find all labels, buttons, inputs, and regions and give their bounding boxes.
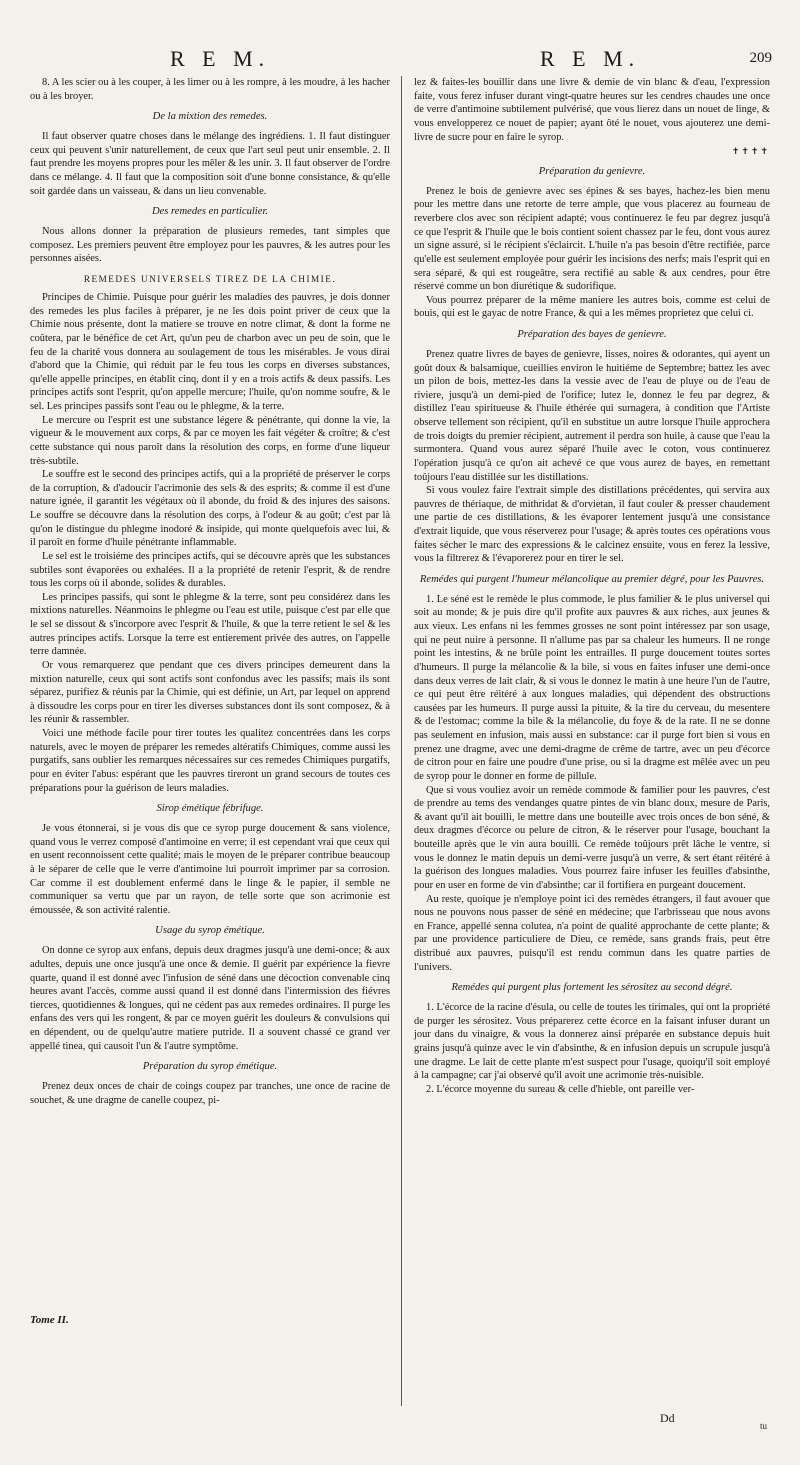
paragraph: Le mercure ou l'esprit est une substance légere & pénétrante, qui donne la vie, la vigueur & le mouvement aux corps, & par ce moyen les fait végéter & croître; & c'est cette substance qui nous paroît dans la résolution des corps, en forme d'une liqueur très-subtile.: [30, 414, 390, 467]
section-heading: REMEDES UNIVERSELS TIREZ DE LA CHIMIE.: [83, 274, 337, 284]
paragraph: Les principes passifs, qui sont le phlegme & la terre, sont peu considérez dans les mixtions naturelles. Néanmoins le phlegme ou l'eau est utile, puisque c'est par elle que le sel se dissout & s'incorpore avec l'esprit & l'huile, & que la terre retient le sel & les autres principes actifs. Lorsque la terre est entierement privée des autres, on l'appelle terre damnée.: [30, 591, 390, 658]
section-heading: Remédes qui purgent plus fortement les sérositez au second dégré.: [451, 982, 733, 994]
section-heading: Préparation du syrop émétique.: [142, 1061, 278, 1073]
paragraph: Que si vous vouliez avoir un remède commode & familier pour les pauvres, c'est de prendre au tems des vendanges quatre pintes de vin blanc doux, mesure de Paris, & avant qu'il ait bouilli, le mettre dans une bouteille avec trois onces de bon séné, & deux dragmes d'écorce ou pelure de citron, & le réserver pour l'usage, bouchant la bouteille après que le vin aura bouilli. Ce remède toûjours prêt lâche le ventre, si vous le donnez le matin depuis un demi-verre jusqu'à un verre, & sert étant réitéré à la guérison des longues maladies. Vous pourrez faire infuser les feuilles d'absinthe, pour en user en forme de vin d'absinthe; car il fortifiera en purgeant doucement.: [414, 784, 770, 891]
ornament: ✝✝✝✝: [731, 146, 770, 157]
right-column: [414, 76, 770, 1097]
paragraph: Prenez le bois de genievre avec ses épines & ses bayes, hachez-les bien menu pour les mettre dans une retorte de terre ample, que vous placerez au fourneau de reverbere clos avec son récipient adapté; vous continuerez le feu par degrez jusqu'à ce que l'esprit & l'huile que le bois contient soient chassez par le feu, dont vous aurez un signe assuré, si le récipient s'éclaircit. L'huile n'a pas besoin d'être rectifiée, parce qu'elle est seulement employée pour guérir les incisions des nerfs; mais l'esprit qui en sera séparé, & qui est rougeâtre, sera rectifié au sable & aux cendres, pour être réservé comme un bon diurétique & sudorifique.: [414, 185, 770, 293]
paragraph: Vous pourrez préparer de la même maniere les autres bois, comme est celui de bouis, qui est le gayac de notre France, & qui a les mêmes proprietez que celui ci.: [414, 294, 770, 320]
paragraph: Je vous étonnerai, si je vous dis que ce syrop purge doucement & sans violence, quand vous le verrez composé d'antimoine en verre; il est cependant vrai que ceux qui en usent reconnoissent cette qualité; mais le moyen de le préparer contribue beaucoup à le séparer de celle que le verre d'antimoine lui pourroit imprimer par sa corrosion. Car comme il est doublement enfermé dans le linge & le papier, il semble ne communiquer sa vertu que par un rayon, de telle sorte que son acrimonie est émoussée, & son activité ralentie.: [30, 823, 390, 916]
page-number: 209: [749, 50, 772, 66]
paragraph: 1. L'écorce de la racine d'ésula, ou celle de toutes les tirimales, qui ont la propriété de purger les sérositez. Vous préparerez cette écorce en la faisant infuser durant un jour dans du vinaigre, & vous la donnerez ainsi préparée en substance depuis huit grains jusqu'à quinze avec le vin d'absinthe, & en infusion depuis un scrupule jusqu'à une dragme. Le lait de cette plante m'est suspect pour l'usage, quoiqu'il soit employé à la campagne; car j'ai observé qu'il avoit une acrimonie très-nuisible.: [414, 1002, 770, 1082]
paragraph: Le sel est le troisiéme des principes actifs, qui se découvre après que les substances subtiles sont évaporées ou exhalées. Il a la propriété de retenir l'esprit, & de rendre tous les corps où il abonde, solides & durables.: [30, 550, 390, 590]
paragraph: lez & faites-les bouillir dans une livre & demie de vin blanc & d'eau, l'expression faite, vous ferez infuser durant vingt-quatre heures sur les cendres chaudes une once de verre d'antimoine subtilement pulvérisé, que vous lierez dans un nouet de linge, & vous envelopperez ce nouet de papier; ayant ôté le nouet, vous ajouterez une demi-livre de sucre pour en faire le syrop.: [414, 77, 770, 143]
paragraph: Or vous remarquerez que pendant que ces divers principes demeurent dans la mixtion naturelle, ceux qui sont actifs sont confondus avec les passifs; mais ils sont séparez, purifiez & réunis par la Chimie, qui est définie, un Art, par lequel on apprend à dissoudre les corps pour en tirer les diverses substances dont ils sont composez, & à les réunir & rassembler.: [30, 659, 390, 726]
section-heading: Sirop émétique fébrifuge.: [156, 803, 264, 815]
volume-mark: Tome II.: [30, 1314, 69, 1326]
paragraph: 8. A les scier ou à les couper, à les limer ou à les rompre, à les moudre, à les hacher ou à les broyer.: [30, 77, 390, 102]
paragraph: Il faut observer quatre choses dans le mélange des ingrédiens. 1. Il faut distinguer ceux qui peuvent s'unir naturellement, de ceux que l'art seul peut unir ensemble. 2. Il faut prendre les moyens propres pour les mêler & les unir. 3. Il faut observer de l'ordre dans ce mélange. 4. Il faut que la composition soit d'une bonne consistance, & qu'elle soit gardée dans un vaisseau, & dans un lieu convenable.: [30, 131, 390, 197]
paragraph: Prenez quatre livres de bayes de genievre, lisses, noires & odorantes, qui ayent un goût doux & balsamique, cueillies environ le huitiéme de Septembre; battez les avec un pilon de bois, mettez-les dans la vessie avec de l'eau de pluye ou de l'eau de riviere, jusqu'à un demi-pied de l'orifice; lutez le, donnez le feu par degrez, & distillez l'eau spiritueuse & l'huile éthérée qui surnagera, à condition que l'Artiste observe tellement son récipient, qu'il en substitue un autre lorsque l'huile approchera de trois doigts du premier récipient, autrement il perdra son huile, à cause que l'eau la surmontera. Quand vous aurez séparé l'huile avec le coton, vous continuerez l'opération jusqu'à ce qu'on ait achevé ce que vous aurez de bayes, en remettant toûjours l'eau distillée sur les distillations.: [414, 348, 770, 483]
running-head-left: R E M.: [170, 46, 271, 71]
section-heading: Préparation du genievre.: [538, 165, 646, 177]
catchword: tu: [760, 1421, 768, 1431]
paragraph: On donne ce syrop aux enfans, depuis deux dragmes jusqu'à une demi-once; & aux adultes, depuis une once jusqu'à une once & demie. Il guérit par expérience la fievre quarte, quand il est donné avec l'infusion de séné dans une décoction convenable cinq heures avant l'accès, comme aussi quand il est donné dans l'intermission des fiévres tierces, quotidiennes & longues, qui ne cédent pas aux remedes ordinaires. Il purge les enfans des vers qui les rongent, & par ce moyen guérit les douleurs & convulsions qui en dépendent, ou de quelqu'autre matiere putride. Il a souvent chassé ce grand ver appellé tinea, qui causoit l'un & l'autre symptôme.: [30, 945, 390, 1052]
paragraph: Voici une méthode facile pour tirer toutes les qualitez concentrées dans les corps naturels, avec le moyen de préparer les remedes altératifs Chimiques, comme aussi les purgatifs, sans oublier les remarques nécessaires sur ces remedes Chimiques purgatifs, pour en éviter l'abus: espérant que les pauvres tireront un grand secours de toutes ces préparations pour la guérison de leurs maladies.: [30, 728, 390, 794]
paragraph: Le souffre est le second des principes actifs, qui a la propriété de préserver le corps de la corruption, & d'adoucir l'acrimonie des sels & des esprits; & comme il est d'une nature ignée, il garantit les végétaux où il abonde, du froid & des injures des saisons. Le souffre se découvre dans la résolution des corps, à l'odeur & au goût; c'est par là qu'on le distingue du phlegme inodoré & insipide, qui monte quelquefois avec lui, & il paroît en forme d'huile pénétrante inflammable.: [30, 469, 390, 549]
signature-mark: Dd: [660, 1411, 675, 1425]
left-column: [30, 76, 390, 1107]
section-heading: Préparation des bayes de genievre.: [517, 329, 667, 341]
paragraph: Nous allons donner la préparation de plusieurs remedes, tant simples que composez. Les premiers peuvent être employez pour les pauvres, & les autres pour les personnes aisées.: [30, 226, 390, 265]
running-head-right: R E M.: [540, 46, 641, 71]
paragraph: Au reste, quoique je n'employe point ici des remèdes étrangers, il faut avouer que nous ne pouvons nous passer de séné en médecine; que l'arbrisseau que nous avons en France, appellé senna colutea, n'a point de qualité approchante de cette plante; & par une providence particuliere de Dieu, ce remède, sans grands frais, peut être distribué aux pauvres, puisqu'il est rendu commun dans les quatre parties de l'univers.: [414, 893, 770, 973]
paragraph: 1. Le séné est le remède le plus commode, le plus familier & le plus universel qui soit au monde; & je puis dire qu'il profite aux pauvres & aux riches, aux jeunes & aux vieux. Les enfans ni les femmes grosses ne sont point intéressez par son usage, qui ne peut nuire à personne. Il n'allume pas par sa chaleur les humeurs. Il ne ronge point les intestins, & ne brûle point les entrailles. Il purge doucement toutes sortes d'humeurs. Il purge la mélancolie & la bile, si vous en faites infuser une demi-once dans deux verres de lait clair, & si vous le donnez le matin à une heure l'un de l'autre, ce qui peut être réitéré à aux longues maladies, qui dépendent des obstructions causées par les humeurs. Il purge aussi la pituite, & la tire du cerveau, du mesentere & de l'estomac; comme la bile & la mélancolie, du foye & de la rate. Il ne se donne pas seulement en infusion, mais aussi en substance: car il purge fort bien si vous en prenez une dragme, avec une demi-dragme de crême de tartre, avec un peu d'écorce de citron pour en faire une poudre d'une prise, ou si la dragme est mêlée avec un peu de syrop pour le donner en forme de pillule.: [414, 593, 770, 782]
section-heading: Remédes qui purgent l'humeur mélancolique au premier dégré, pour les Pauvres.: [419, 573, 765, 585]
paragraph: Prenez deux onces de chair de coings coupez par tranches, une once de racine de souchet, & une dragme de canelle coupez, pi-: [30, 1081, 390, 1106]
paragraph: Si vous voulez faire l'extrait simple des distillations précédentes, qui servira aux pauvres de thériaque, de mithridat & d'orvietan, il faut couler & presser chaudement une partie de ces distillations, & les évaporer lentement jusqu'à une consistance d'extrait liquide, que vous réserverez pour l'usage; & après toutes ces opérations vous faites sécher le marc des expressions & le calcinez ensuite, vous en ferez la lessive, vous la filtrerez & l'évaporerez pour en tirer le sel.: [414, 485, 770, 565]
section-heading: Des remedes en particulier.: [151, 206, 269, 218]
paragraph: Principes de Chimie. Puisque pour guérir les maladies des pauvres, je dois donner des remedes les plus faciles à préparer, je ne les dois point priver de ceux que la Chimie nous présente, dont la matiere se trouve en notre climat, & dont la forme ne coûtera, par le bénéfice de cet Art, qu'un peu de charbon avec un peu de soin, que le feu de la charité vous donnera au soulagement de tous les misérables. Je vous dirai d'abord que la Chimie, qui réduit par le feu tous les corps en diverses substances, qu'elle appelle principes, en établit cinq, dont il y en a trois actifs & deux passifs. Les principes actifs sont l'esprit, qu'on appelle mercure; l'huile, qu'on nomme soufre, & le sel. Les principes passifs sont l'eau ou le phlegme, & la terre.: [30, 292, 390, 413]
section-heading: De la mixtion des remedes.: [152, 111, 268, 123]
column-divider: [401, 76, 402, 1406]
paragraph: 2. L'écorce moyenne du sureau & celle d'hieble, ont pareille ver-: [426, 1083, 695, 1095]
section-heading: Usage du syrop émétique.: [155, 925, 265, 937]
